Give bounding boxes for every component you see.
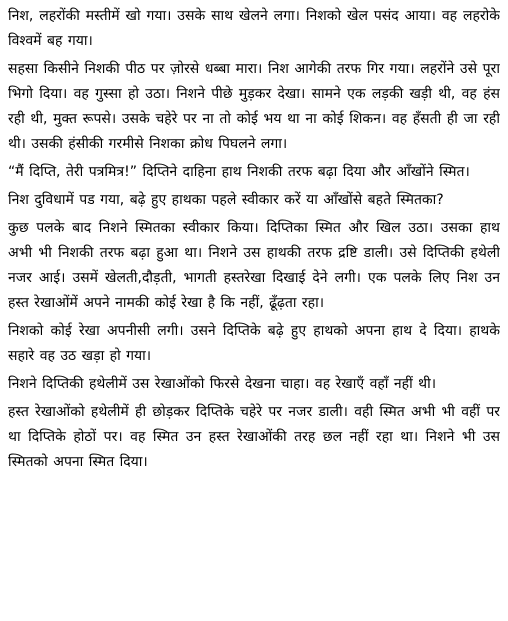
paragraph-2: सहसा किसीने निशकी पीठ पर ज़ोरसे धब्बा मारा। निश आगेकी तरफ गिर गया। लहरोंने उसे पूरा भिगो दिया। वह गुस्सा हो उठा। निशने पीछे मुड़कर देखा। सामने एक लड़की खड़ी थी, वह हंस रही थी, मुक्त रूपसे। उसके चहेरे पर ना तो कोई भय था ना कोई शिकन। वह हँसती ही जा रही थी। उसकी हंसीकी गरमीसे निशका क्रोध पिघलने लगा। xyxy=(8,61,500,152)
paragraph-8: हस्त रेखाओंको हथेलीमें ही छोड़कर दिप्तिके चहेरे पर नजर डाली। वही स्मित अभी भी वहीं पर था दिप्तिके होठों पर। वह स्मित उन हस्त रेखाओंकी तरह छल नहीं रहा था। निशने भी उस स्मितको अपना स्मित दिया। xyxy=(8,404,500,470)
paragraph-5: कुछ पलके बाद निशने स्मितका स्वीकार किया। दिप्तिका स्मित और खिल उठा। उसका हाथ अभी भी निशकी तरफ बढ़ा हुआ था। निशने उस हाथकी तरफ द्रष्टि डाली। उसे दिप्तिकी हथेली नजर आई। उसमें खेलती,दौड़ती, भागती हस्तरेखा दिखाई देने लगी। एक पलके लिए निश उन हस्त रेखाओंमें अपने नामकी कोई रेखा है कि नहीं, ढूँढ़ता रहा। xyxy=(8,220,500,311)
paragraph-6: निशको कोई रेखा अपनीसी लगी। उसने दिप्तिके बढ़े हुए हाथको अपना हाथ दे दिया। हाथके सहारे वह उठ खड़ा हो गया। xyxy=(8,323,500,364)
paragraph-1: निश, लहरोंकी मस्तीमें खो गया। उसके साथ खेलने लगा। निशको खेल पसंद आया। वह लहरोके विश्वमें बह गया। xyxy=(8,8,500,49)
document-page xyxy=(8,4,500,617)
paragraph-3: “मैं दिप्ति, तेरी पत्रमित्र!” दिप्तिने दाहिना हाथ निशकी तरफ बढ़ा दिया और आँखोंने स्मित। xyxy=(8,164,470,180)
paragraph-7: निशने दिप्तिकी हथेलीमें उस रेखाओंको फिरसे देखना चाहा। वह रेखाएँ वहाँ नहीं थी। xyxy=(8,376,437,392)
paragraph-4: निश दुविधामें पड गया, बढ़े हुए हाथका पहले स्वीकार करें या आँखोंसे बहते स्मितका? xyxy=(8,192,444,208)
